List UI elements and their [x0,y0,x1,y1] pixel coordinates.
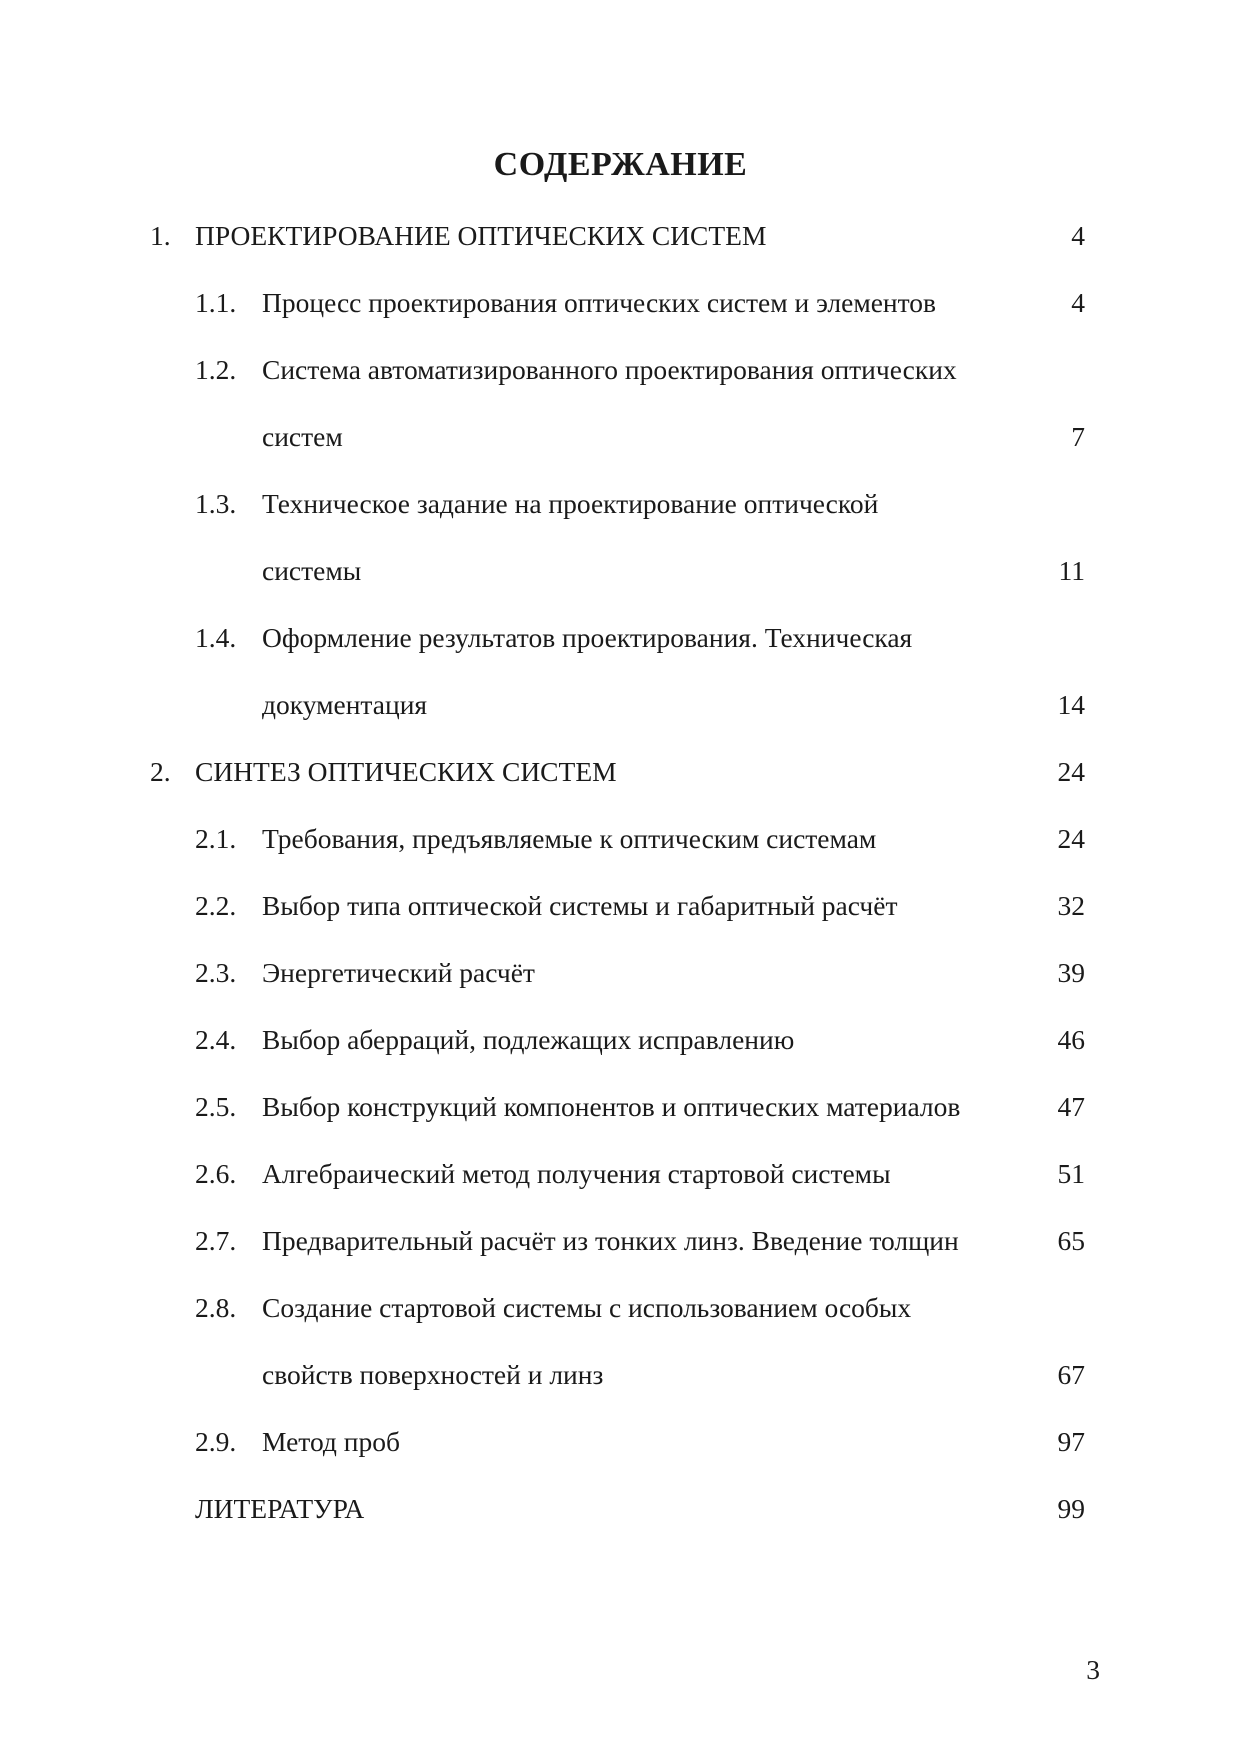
toc-entry-text: ПРОЕКТИРОВАНИЕ ОПТИЧЕСКИХ СИСТЕМ [195,220,767,251]
toc-entry-text: Создание стартовой системы с использованием особых [262,1292,912,1323]
toc-entry-text: Выбор аберраций, подлежащих исправлению [262,1024,795,1055]
toc-entry-page: 39 [1057,957,1085,988]
toc-entry-text: Выбор конструкций компонентов и оптических материалов [262,1091,961,1122]
toc-entry-page: 7 [1071,421,1085,452]
toc-entry-page: 97 [1057,1426,1085,1457]
toc-entry-text: Предварительный расчёт из тонких линз. Введение толщин [262,1225,959,1256]
toc-entry-number: 2.6. [195,1158,237,1189]
toc-entry-page: 65 [1057,1225,1085,1256]
toc-entry-page: 24 [1057,756,1085,787]
toc-entry-text: ЛИТЕРАТУРА [195,1493,365,1524]
toc-entry-text: документация [262,689,428,720]
toc-entry-number: 1.1. [195,287,237,318]
toc-entry-text: Алгебраический метод получения стартовой системы [262,1158,891,1189]
toc-entry-number: 2.7. [195,1225,237,1256]
toc-entry-number: 2.5. [195,1091,237,1122]
page-title: СОДЕРЖАНИЕ [493,146,748,183]
toc-entry-text: СИНТЕЗ ОПТИЧЕСКИХ СИСТЕМ [195,756,617,787]
toc-entry-text: системы [262,555,362,586]
toc-entry-page: 24 [1057,823,1085,854]
toc-entry-text: Метод проб [262,1426,400,1457]
toc-entry-text: Система автоматизированного проектирования оптических [262,354,957,385]
toc-entry-page: 99 [1057,1493,1085,1524]
toc-entry-number: 1. [150,220,171,251]
toc-entry-text: Требования, предъявляемые к оптическим системам [262,823,877,854]
toc-entry-page: 4 [1071,287,1085,318]
toc-entry-number: 2.1. [195,823,237,854]
toc-entry-number: 2.8. [195,1292,237,1323]
toc-entry-number: 1.4. [195,622,237,653]
toc-entry-number: 2.4. [195,1024,237,1055]
toc-entry-page: 51 [1057,1158,1085,1189]
toc-entry-number: 1.3. [195,488,237,519]
toc-entry-number: 1.2. [195,354,237,385]
toc-entry-text: Выбор типа оптической системы и габаритный расчёт [262,890,898,921]
toc-entry-text: Энергетический расчёт [262,957,535,988]
toc-entry-page: 46 [1057,1024,1085,1055]
toc-entry-number: 2.2. [195,890,237,921]
toc-entry-number: 2.9. [195,1426,237,1457]
toc-entry-text: Процесс проектирования оптических систем и элементов [262,287,937,318]
toc-entry-text: систем [262,421,343,452]
page-number: 3 [1086,1654,1100,1685]
toc-entry-page: 67 [1057,1359,1085,1390]
toc-entry-page: 14 [1057,689,1085,720]
toc-entry-page: 32 [1057,890,1085,921]
toc-entry-number: 2.3. [195,957,237,988]
toc-entry-text: Техническое задание на проектирование оптической [262,488,879,519]
toc-entry-number: 2. [150,756,171,787]
toc-entry-page: 4 [1071,220,1085,251]
toc-entry-page: 47 [1057,1091,1085,1122]
toc-entry-page: 11 [1058,555,1085,586]
toc-entry-text: свойств поверхностей и линз [262,1359,604,1390]
toc-entry-text: Оформление результатов проектирования. Техническая [262,622,913,653]
